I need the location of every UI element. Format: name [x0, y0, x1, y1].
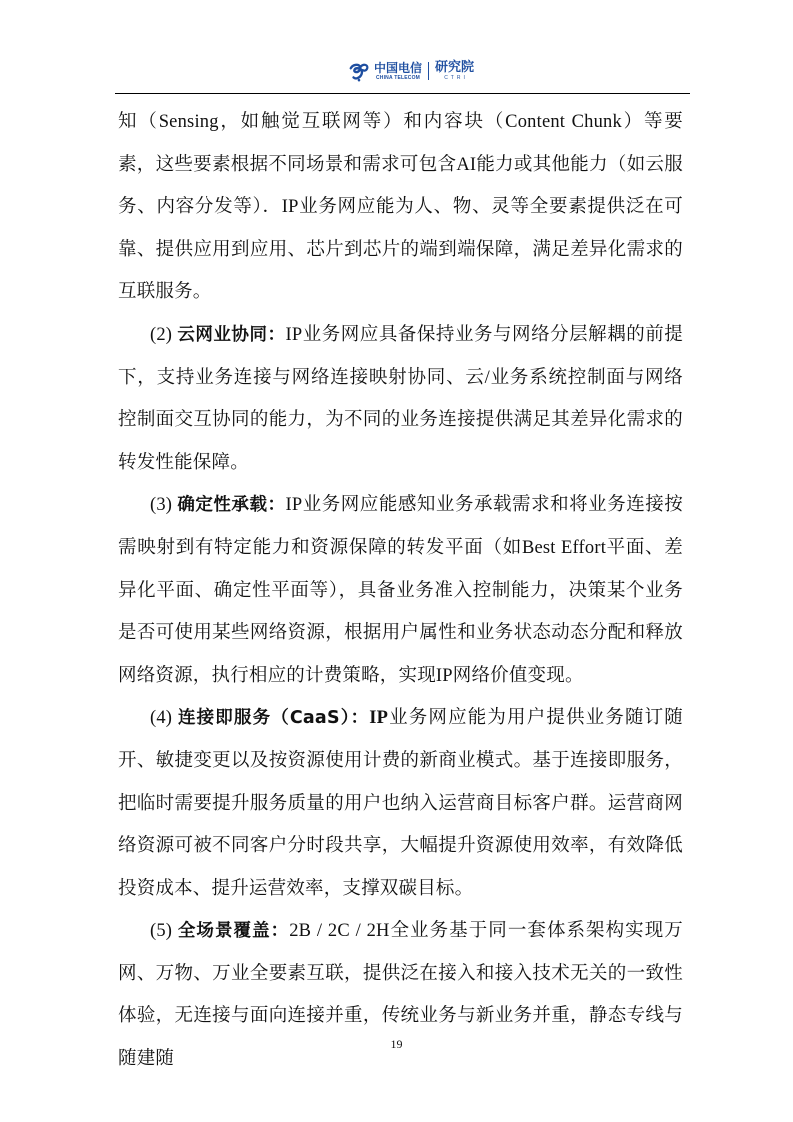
paragraph-text: 知（Sensing，如触觉互联网等）和内容块（Content Chunk）等要素，这些要素根据不同场景和需求可包含AI能力或其他能力（如云服务、内容分发等）．IP业务网应能为人、物、灵等全要素提供泛在可靠、提供应用到应用、芯片到芯片的端到端保障，满足差异化需求的互联服务。 [118, 112, 683, 303]
item-heading: (3) 确定性承载： [150, 495, 286, 516]
paragraph-text: 业务网应能为用户提供业务随订随开、敏捷变更以及按资源使用计费的新商业模式。基于连接即服务，把临时需要提升服务质量的用户也纳入运营商目标客户群。运营商网络资源可被不同客户分时段共享，大幅提升资源使用效率，有效降低投资成本、提升运营效率，支撑双碳目标。 [118, 708, 683, 899]
paragraph-text: IP业务网应具备保持业务与网络分层解耦的前提下，支持业务连接与网络连接映射协同、云/业务系统控制面与网络控制面交互协同的能力，为不同的业务连接提供满足其差异化需求的转发性能保障。 [118, 324, 683, 473]
paragraph-connection-as-a-service [118, 697, 683, 910]
paragraph-cloud-network-collaboration [118, 314, 683, 484]
page-number: 19 [390, 1037, 403, 1051]
institute-cn-text: 研究院 [435, 60, 475, 75]
china-telecom-ctri-logo [348, 56, 474, 86]
logo-divider [428, 62, 429, 80]
china-telecom-wordmark [374, 62, 422, 81]
item-heading: (5) 全场景覆盖： [150, 921, 290, 942]
page-header [115, 52, 690, 94]
item-heading: (2) 云网业协同： [150, 324, 286, 345]
paragraph-full-scenario-coverage [118, 910, 683, 1080]
china-telecom-logo-icon [348, 60, 370, 82]
paragraph-text: IP业务网应能感知业务承载需求和将业务连接按需映射到有特定能力和资源保障的转发平面（如Best Effort平面、差异化平面、确定性平面等），具备业务准入控制能力，决策某个业务是否可使用某些网络资源，根据用户属性和业务状态动态分配和释放网络资源，执行相应的计费策略，实现IP网络价值变现。 [118, 495, 683, 686]
institute-en-text: CTRI [444, 75, 468, 81]
paragraph-text: 2B / 2C / 2H全业务基于同一套体系架构实现万网、万物、万业全要素互联，提供泛在接入和接入技术无关的一致性体验，无连接与面向连接并重，传统业务与新业务并重，静态专线与随建随 [118, 921, 683, 1070]
bold-prefix: IP [369, 708, 389, 729]
institute-wordmark [435, 61, 474, 81]
logo-en-text: CHINA TELECOM [375, 74, 421, 81]
paragraph-continued [118, 101, 683, 314]
logo-cn-text: 中国电信 [374, 60, 423, 75]
paragraph-deterministic-bearing [118, 484, 683, 697]
document-body [118, 101, 683, 1081]
item-heading: (4) 连接即服务（CaaS）： [150, 708, 370, 729]
